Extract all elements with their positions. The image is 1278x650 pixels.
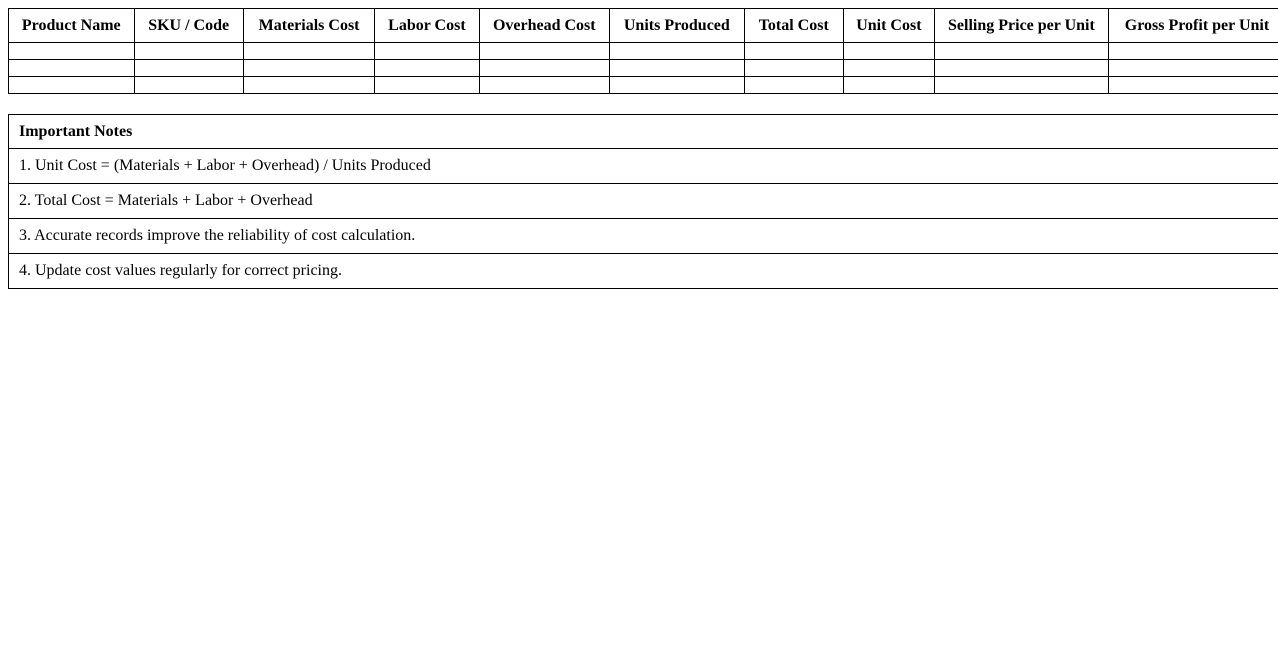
notes-table-head [9, 115, 1278, 149]
table-cell [744, 77, 843, 94]
costing-table-body [9, 43, 1278, 94]
column-header-materials-cost: Materials Cost [243, 9, 375, 43]
table-cell [1108, 43, 1278, 60]
table-cell [744, 60, 843, 77]
column-header-selling-price-per-unit: Selling Price per Unit [934, 9, 1108, 43]
table-cell [134, 60, 243, 77]
table-cell [934, 77, 1108, 94]
column-header-overhead-cost: Overhead Cost [479, 9, 610, 43]
table-cell [9, 43, 135, 60]
table-row [9, 77, 1278, 94]
column-header-sku-code: SKU / Code [134, 9, 243, 43]
table-cell [243, 60, 375, 77]
table-cell [610, 43, 745, 60]
table-cell [134, 43, 243, 60]
table-cell [479, 43, 610, 60]
column-header-units-produced: Units Produced [610, 9, 745, 43]
notes-table-body [9, 149, 1278, 289]
notes-title-row [9, 115, 1278, 149]
table-cell [243, 77, 375, 94]
table-cell [934, 60, 1108, 77]
notes-title: Important Notes [9, 115, 1278, 149]
table-cell [843, 43, 934, 60]
table-row [9, 43, 1278, 60]
table-cell [479, 60, 610, 77]
table-cell [243, 43, 375, 60]
note-item-1: 1. Unit Cost = (Materials + Labor + Overhead) / Units Produced [9, 149, 1278, 184]
costing-header-row [9, 9, 1278, 43]
table-cell [375, 60, 479, 77]
note-row [9, 219, 1278, 254]
note-item-4: 4. Update cost values regularly for correct pricing. [9, 254, 1278, 289]
table-cell [610, 77, 745, 94]
table-cell [9, 60, 135, 77]
table-cell [9, 77, 135, 94]
note-row [9, 149, 1278, 184]
table-cell [1108, 60, 1278, 77]
column-header-product-name: Product Name [9, 9, 135, 43]
note-row [9, 184, 1278, 219]
note-item-3: 3. Accurate records improve the reliability of cost calculation. [9, 219, 1278, 254]
note-item-2: 2. Total Cost = Materials + Labor + Overhead [9, 184, 1278, 219]
column-header-unit-cost: Unit Cost [843, 9, 934, 43]
important-notes-table [8, 114, 1278, 289]
table-cell [375, 77, 479, 94]
table-cell [843, 60, 934, 77]
table-cell [1108, 77, 1278, 94]
table-cell [843, 77, 934, 94]
note-row [9, 254, 1278, 289]
table-cell [479, 77, 610, 94]
product-costing-table [8, 8, 1278, 94]
column-header-gross-profit-per-unit: Gross Profit per Unit [1108, 9, 1278, 43]
table-cell [610, 60, 745, 77]
column-header-labor-cost: Labor Cost [375, 9, 479, 43]
column-header-total-cost: Total Cost [744, 9, 843, 43]
table-cell [134, 77, 243, 94]
table-cell [744, 43, 843, 60]
table-row [9, 60, 1278, 77]
table-cell [934, 43, 1108, 60]
table-cell [375, 43, 479, 60]
costing-table-head [9, 9, 1278, 43]
